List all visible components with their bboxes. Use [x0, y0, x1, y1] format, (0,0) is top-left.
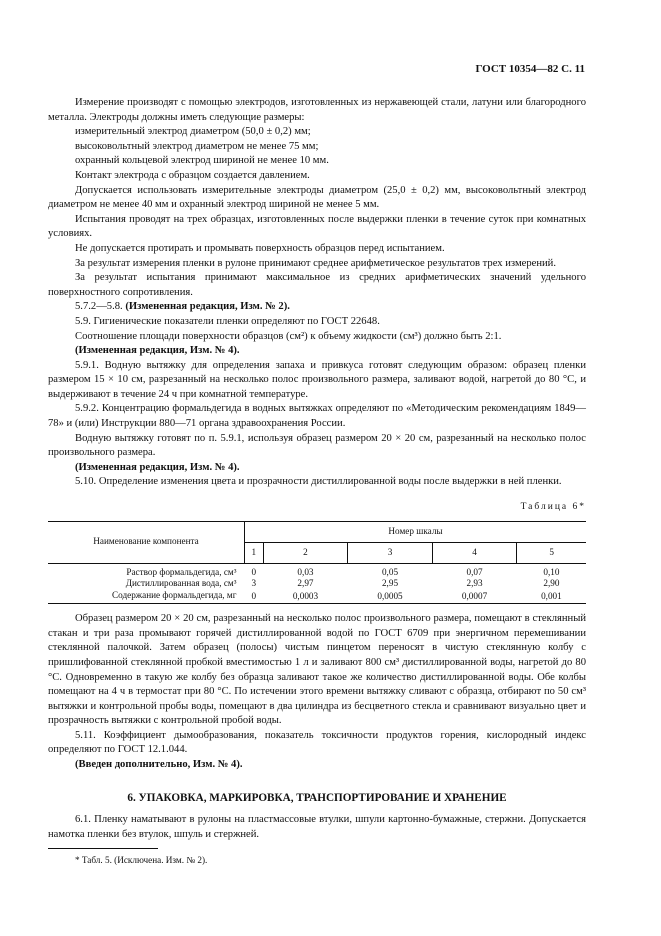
table-cell: 0,0005 — [348, 590, 433, 604]
paragraph: За результат измерения пленки в рулоне принимают среднее арифметическое результатов трех измерений. — [75, 257, 556, 269]
footnote: * Табл. 5. (Исключена. Изм. № 2). — [75, 855, 208, 866]
section-heading: 6. УПАКОВКА, МАРКИРОВКА, ТРАНСПОРТИРОВАНИЕ И ХРАНЕНИЕ — [127, 791, 507, 804]
paragraph: Допускается использовать измерительные электроды диаметром (25,0 ± 0,2) мм, высоковольтный электрод диаметром не менее 40 мм и охранный электрод шириной не менее 5 мм. — [48, 184, 586, 211]
paragraph-5-7-2 — [48, 300, 586, 315]
row-label: Содержание формальдегида, мг — [48, 590, 245, 604]
table-cell: 0,001 — [517, 590, 586, 604]
table-row — [48, 563, 586, 578]
amendment-note: (Измененная редакция, Изм. № 4). — [75, 461, 240, 473]
clause-number: 5.7.2—5.8. — [75, 301, 123, 313]
paragraph-5-9-2: 5.9.2. Концентрацию формальдегида в водных вытяжках определяют по «Методическим рекомендациям 1849—78» и (или) Инструкции 880—71 органа здравоохранения России. — [48, 403, 586, 430]
table-cell: 0,10 — [543, 566, 560, 577]
paragraph-5-9: 5.9. Гигиенические показатели пленки определяют по ГОСТ 22648. — [75, 315, 380, 327]
table-cell: 0 — [245, 590, 264, 604]
table-cell: 0,03 — [297, 566, 314, 577]
footnote-divider — [48, 848, 158, 849]
table-row — [48, 578, 586, 590]
scale-table — [48, 521, 586, 605]
paragraph-procedure: Образец размером 20 × 20 см, разрезанный на несколько полос произвольного размера, помещают в стеклянный стакан и три раза промывают горячей дистиллированной водой по ГОСТ 6709 при энергичном перемешивании стеклянной палочкой. Затем образец (полосы) чистым пинцетом переносят в чистую стеклянную колбу с пришлифованной стеклянной пробкой вместимостью 1 л и заливают 800 см³ дистиллированной воды, нагретой до 80 °С. Одновременно в такую же колбу без образца заливают такое же количество дистиллированной воды. Обе колбы помещают на 4 ч в термостат при 80 °С. По истечении этого времени вытяжку сливают с образца, отбирают по 50 см³ вытяжки и контрольной пробы воды, помещают в два цилиндра из бесцветного стекла и сравнивают визуально цвет и прозрачность вытяжки с контрольной пробой воды. — [48, 613, 586, 727]
scale-header: 2 — [263, 542, 348, 563]
document-body — [48, 96, 586, 868]
scale-header: 3 — [348, 542, 433, 563]
paragraph: Водную вытяжку готовят по п. 5.9.1, используя образец размером 20 × 20 см, разрезанный на несколько полос произвольного размера. — [48, 432, 586, 459]
column-group-header: Номер шкалы — [245, 521, 587, 542]
paragraph: Контакт электрода с образцом создается давлением. — [75, 169, 310, 181]
table-cell: 2,97 — [297, 578, 314, 589]
table-cell: 2,90 — [543, 578, 560, 589]
page-header: ГОСТ 10354—82 С. 11 — [475, 63, 585, 75]
table-cell: 0,0007 — [432, 590, 517, 604]
table-cell: 0,05 — [381, 566, 399, 577]
paragraph: высоковольтный электрод диаметром не менее 75 мм; — [75, 140, 319, 152]
table-cell: 2,95 — [381, 578, 399, 589]
row-label: Раствор формальдегида, см³ — [126, 566, 237, 577]
amendment-note: (Измененная редакция, Изм. № 2). — [125, 301, 290, 313]
column-header-component: Наименование компонента — [48, 521, 245, 563]
paragraph-ratio: Соотношение площади поверхности образцов (см²) к объему жидкости (см³) должно быть 2:1. — [75, 330, 502, 342]
amendment-note: (Измененная редакция, Изм. № 4). — [75, 345, 240, 357]
table-row — [48, 590, 586, 604]
paragraph: За результат испытания принимают максимальное из средних арифметических значений удельного поверхностного сопротивления. — [48, 272, 586, 298]
amendment-note: (Введен дополнительно, Изм. № 4). — [75, 759, 243, 771]
paragraph: Измерение производят с помощью электродов, изготовленных из нержавеющей стали, латуни или благородного металла. Электроды должны иметь следующие размеры: — [48, 97, 586, 123]
paragraph: измерительный электрод диаметром (50,0 ± 0,2) мм; — [75, 126, 311, 138]
table-caption: Таблица 6* — [520, 502, 586, 513]
paragraph-5-10: 5.10. Определение изменения цвета и прозрачности дистиллированной воды после выдержки в ней пленки. — [75, 476, 562, 488]
row-label: Дистиллированная вода, см³ — [125, 578, 237, 589]
paragraph: Испытания проводят на трех образцах, изготовленных после выдержки пленки в течение суток при комнатных условиях. — [48, 213, 586, 240]
paragraph: Не допускается протирать и промывать поверхность образцов перед испытанием. — [75, 242, 445, 254]
table-cell: 3 — [251, 578, 257, 589]
paragraph-6-1: 6.1. Пленку наматывают в рулоны на пластмассовые втулки, шпули картонно-бумажные, стержни. Допускается намотка пленки без втулок, шпуль и стержней. — [48, 814, 586, 840]
table-cell: 2,93 — [466, 578, 483, 589]
scale-header: 4 — [432, 542, 517, 563]
table-cell: 0,07 — [466, 566, 483, 577]
table-cell: 0,0003 — [263, 590, 348, 604]
paragraph-5-11: 5.11. Коэффициент дымообразования, показатель токсичности продуктов горения, кислородный индекс определяют по ГОСТ 12.1.044. — [48, 729, 586, 756]
scale-header: 5 — [517, 542, 586, 563]
table-cell: 0 — [251, 566, 257, 577]
scale-header: 1 — [245, 542, 264, 563]
paragraph: охранный кольцевой электрод шириной не менее 10 мм. — [75, 155, 329, 167]
paragraph-5-9-1: 5.9.1. Водную вытяжку для определения запаха и привкуса готовят следующим образом: образец пленки размером 15 × 10 см, разрезанный на несколько полос произвольного размера, заливают водой, нагретой до 80 °С, и выдерживают в течение 24 ч при комнатной температуре. — [48, 359, 586, 400]
